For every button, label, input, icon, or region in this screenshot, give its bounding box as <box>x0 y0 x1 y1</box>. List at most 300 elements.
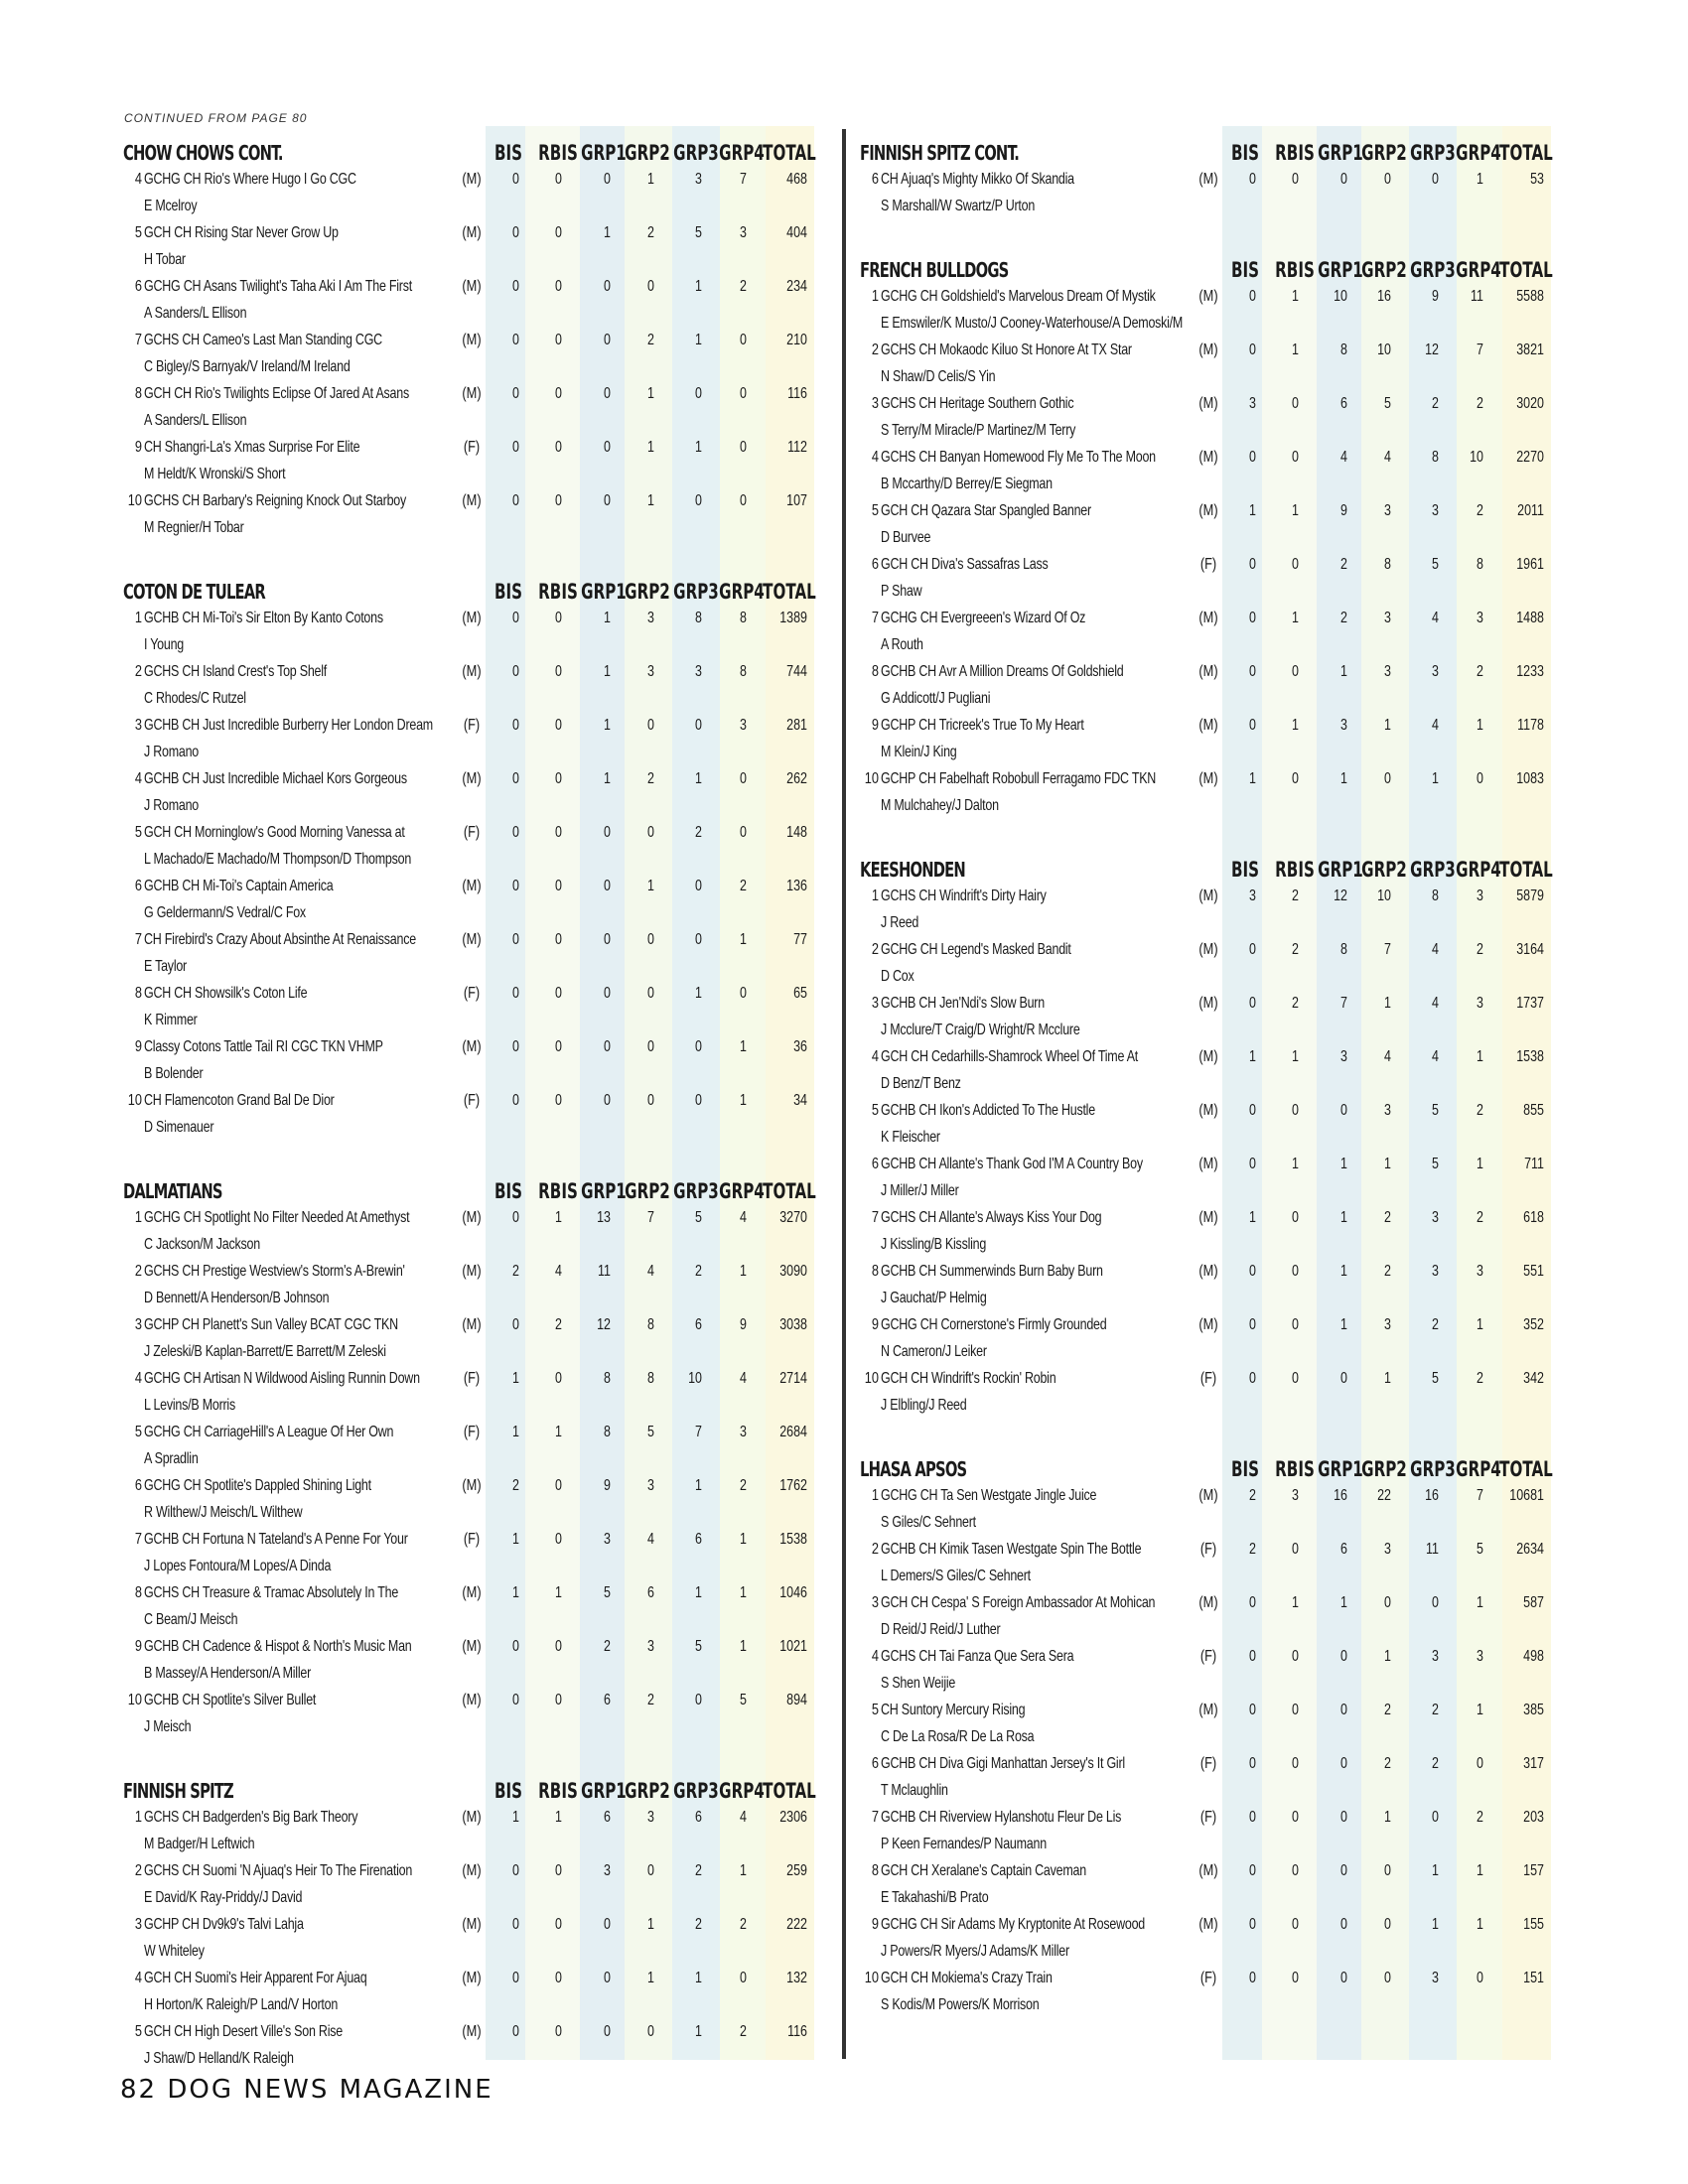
ranking-row <box>122 171 814 224</box>
value-grp3: 1 <box>695 439 702 456</box>
rank-number: 1 <box>134 610 142 626</box>
value-grp1: 0 <box>604 1092 611 1109</box>
ranking-row <box>859 556 1551 610</box>
value-grp1: 0 <box>1340 1370 1347 1387</box>
value-grp1: 13 <box>597 1209 611 1226</box>
dog-name: GCHG CH Cornerstone's Firmly Grounded <box>881 1316 1107 1333</box>
ranking-row <box>122 1424 814 1477</box>
value-grp2: 2 <box>1384 1209 1391 1226</box>
value-grp4: 0 <box>1477 1970 1483 1986</box>
value-grp1: 11 <box>598 1263 611 1280</box>
rank-number: 10 <box>864 1370 879 1387</box>
value-grp1: 0 <box>1340 1862 1347 1879</box>
value-grp3: 0 <box>695 717 702 734</box>
rank-number: 4 <box>871 449 879 466</box>
owner-names: K Fleischer <box>881 1129 940 1146</box>
column-header-grp1: GRP1 <box>581 141 627 165</box>
ranking-row <box>859 610 1551 663</box>
value-bis: 3 <box>1249 887 1256 904</box>
value-grp2: 0 <box>1384 1916 1391 1933</box>
dog-sex: (M) <box>462 224 482 241</box>
dog-name: GCHP CH Fabelhaft Robobull Ferragamo FDC TKN <box>881 770 1157 787</box>
dog-name: GCHS CH Windrift's Dirty Hairy <box>881 887 1047 904</box>
column-header-rbis: RBIS <box>1275 858 1315 882</box>
value-grp2: 3 <box>647 610 654 626</box>
value-grp3: 2 <box>1432 1702 1439 1718</box>
value-grp1: 0 <box>1340 1970 1347 1986</box>
ranking-row <box>859 1862 1551 1916</box>
rank-number: 8 <box>134 1584 142 1601</box>
dog-name: GCHB CH Mi-Toi's Captain America <box>144 878 334 894</box>
rank-number: 4 <box>871 1048 879 1065</box>
value-grp4: 5 <box>1477 1541 1483 1558</box>
value-bis: 0 <box>512 610 519 626</box>
value-grp4: 0 <box>740 492 747 509</box>
value-grp3: 1 <box>695 985 702 1002</box>
value-grp1: 8 <box>604 1424 611 1440</box>
dog-sex: (M) <box>462 1209 482 1226</box>
value-grp3: 5 <box>1432 1370 1439 1387</box>
breed-section <box>122 1179 814 1745</box>
dog-name: CH Ajuaq's Mighty Mikko Of Skandia <box>881 171 1074 188</box>
value-grp1: 0 <box>1340 1916 1347 1933</box>
page-footer: 82 DOG NEWS MAGAZINE <box>120 2075 493 2105</box>
value-grp1: 2 <box>1340 610 1347 626</box>
value-grp3: 2 <box>695 1916 702 1933</box>
rank-number: 7 <box>871 610 879 626</box>
value-grp3: 6 <box>695 1531 702 1548</box>
value-grp4: 7 <box>740 171 747 188</box>
value-total: 157 <box>1523 1862 1544 1879</box>
value-grp3: 2 <box>1432 395 1439 412</box>
ranking-row <box>859 663 1551 717</box>
value-grp2: 1 <box>1384 1648 1391 1665</box>
value-total: 116 <box>787 2023 807 2040</box>
section-gap <box>859 824 1551 858</box>
value-total: 234 <box>786 278 807 295</box>
value-grp2: 0 <box>1384 171 1391 188</box>
value-grp4: 8 <box>740 663 747 680</box>
value-grp3: 0 <box>695 931 702 948</box>
value-bis: 0 <box>512 385 519 402</box>
value-total: 116 <box>787 385 807 402</box>
breed-header <box>859 1457 1551 1487</box>
column-header-grp3: GRP3 <box>1410 141 1456 165</box>
dog-sex: (M) <box>1198 1102 1218 1119</box>
dog-name: GCHB CH Diva Gigi Manhattan Jersey's It Girl <box>881 1755 1125 1772</box>
value-grp1: 6 <box>1340 395 1347 412</box>
value-total: 711 <box>1524 1156 1544 1172</box>
ranking-row <box>122 717 814 770</box>
dog-name: GCHB CH Mi-Toi's Sir Elton By Kanto Cotons <box>144 610 383 626</box>
dog-sex: (M) <box>462 1638 482 1655</box>
value-grp3: 5 <box>1432 556 1439 573</box>
value-grp4: 0 <box>740 770 747 787</box>
owner-names: C Rhodes/C Rutzel <box>144 690 246 707</box>
value-bis: 0 <box>512 332 519 348</box>
owner-names: J Elbling/J Reed <box>881 1397 967 1414</box>
ranking-row <box>122 1316 814 1370</box>
ranking-row <box>122 224 814 278</box>
owner-names: J Mcclure/T Craig/D Wright/R Mcclure <box>881 1022 1080 1038</box>
value-grp2: 3 <box>647 663 654 680</box>
value-grp3: 12 <box>1425 341 1439 358</box>
value-rbis: 1 <box>1292 288 1299 305</box>
column-header-total: TOTAL <box>763 1779 816 1803</box>
dog-sex: (F) <box>463 1092 481 1109</box>
value-grp1: 3 <box>604 1531 611 1548</box>
ranking-row <box>859 1702 1551 1755</box>
value-bis: 1 <box>1249 1048 1256 1065</box>
rank-number: 9 <box>871 717 879 734</box>
breed-header <box>859 858 1551 887</box>
value-rbis: 0 <box>1292 449 1299 466</box>
value-bis: 0 <box>1249 1916 1256 1933</box>
value-bis: 1 <box>512 1424 519 1440</box>
value-total: 2011 <box>1517 502 1544 519</box>
dog-name: GCHS CH Island Crest's Top Shelf <box>144 663 328 680</box>
value-bis: 0 <box>1249 663 1256 680</box>
ranking-row <box>859 395 1551 449</box>
value-bis: 0 <box>1249 171 1256 188</box>
owner-names: W Whiteley <box>144 1943 205 1960</box>
owner-names: H Horton/K Raleigh/P Land/V Horton <box>144 1996 339 2013</box>
value-grp2: 0 <box>647 278 654 295</box>
value-total: 262 <box>786 770 807 787</box>
owner-names: A Sanders/L Ellison <box>144 305 247 322</box>
column-header-total: TOTAL <box>1499 858 1553 882</box>
value-total: 1178 <box>1517 717 1544 734</box>
value-bis: 1 <box>512 1809 519 1826</box>
dog-sex: (F) <box>1199 1755 1217 1772</box>
value-bis: 0 <box>512 985 519 1002</box>
value-grp4: 1 <box>1477 1702 1483 1718</box>
value-grp2: 2 <box>1384 1755 1391 1772</box>
breed-section <box>122 141 814 546</box>
value-bis: 1 <box>1249 1209 1256 1226</box>
dog-sex: (M) <box>462 610 482 626</box>
dog-sex: (M) <box>1198 171 1218 188</box>
value-rbis: 0 <box>1292 1809 1299 1826</box>
value-grp3: 8 <box>1432 887 1439 904</box>
value-grp3: 10 <box>688 1370 702 1387</box>
ranking-row <box>122 1809 814 1862</box>
rank-number: 9 <box>134 1638 142 1655</box>
value-grp3: 3 <box>695 171 702 188</box>
dog-name: Classy Cotons Tattle Tail RI CGC TKN VHMP <box>144 1038 383 1055</box>
owner-names: C De La Rosa/R De La Rosa <box>881 1728 1035 1745</box>
ranking-row <box>122 1916 814 1970</box>
value-bis: 0 <box>1249 1102 1256 1119</box>
rank-number: 9 <box>871 1916 879 1933</box>
value-total: 77 <box>793 931 807 948</box>
value-grp3: 4 <box>1432 1048 1439 1065</box>
owner-names: L Machado/E Machado/M Thompson/D Thompson <box>144 851 412 868</box>
value-bis: 0 <box>1249 1156 1256 1172</box>
rank-number: 6 <box>871 1755 879 1772</box>
owner-names: D Simenauer <box>144 1119 214 1136</box>
breed-title: LHASA APSOS <box>860 1457 967 1481</box>
value-bis: 0 <box>1249 341 1256 358</box>
value-grp1: 0 <box>604 1970 611 1986</box>
value-bis: 0 <box>512 931 519 948</box>
ranking-row <box>859 1916 1551 1970</box>
column-header-grp3: GRP3 <box>673 1779 719 1803</box>
value-total: 468 <box>786 171 807 188</box>
dog-name: GCHS CH Barbary's Reigning Knock Out Starboy <box>144 492 406 509</box>
value-bis: 0 <box>512 492 519 509</box>
dog-name: CH Firebird's Crazy About Absinthe At Renaissance <box>144 931 416 948</box>
value-total: 281 <box>786 717 807 734</box>
dog-sex: (M) <box>1198 1316 1218 1333</box>
value-bis: 2 <box>1249 1487 1256 1504</box>
value-grp2: 0 <box>1384 1862 1391 1879</box>
value-grp3: 8 <box>1432 449 1439 466</box>
value-grp1: 1 <box>1340 1316 1347 1333</box>
column-header-rbis: RBIS <box>538 1179 578 1203</box>
rank-number: 8 <box>871 1263 879 1280</box>
value-bis: 0 <box>1249 1862 1256 1879</box>
column-header-bis: BIS <box>493 580 523 604</box>
ranking-row <box>122 278 814 332</box>
dog-name: GCHG CH Artisan N Wildwood Aisling Runnin Down <box>144 1370 420 1387</box>
ranking-row <box>122 1038 814 1092</box>
owner-names: N Cameron/J Leiker <box>881 1343 987 1360</box>
value-rbis: 2 <box>555 1316 562 1333</box>
value-grp1: 0 <box>604 171 611 188</box>
value-grp2: 3 <box>647 1638 654 1655</box>
continued-note: CONTINUED FROM PAGE 80 <box>124 111 308 125</box>
rank-number: 1 <box>871 887 879 904</box>
dog-name: GCH CH Diva's Sassafras Lass <box>881 556 1049 573</box>
value-total: 222 <box>786 1916 807 1933</box>
ranking-row <box>122 1584 814 1638</box>
owner-names: M Mulchahey/J Dalton <box>881 797 999 814</box>
value-grp4: 3 <box>740 717 747 734</box>
breed-header <box>859 258 1551 288</box>
value-bis: 0 <box>1249 1370 1256 1387</box>
dog-name: GCHS CH Tai Fanza Que Sera Sera <box>881 1648 1074 1665</box>
value-grp2: 1 <box>647 1970 654 1986</box>
value-bis: 0 <box>1249 449 1256 466</box>
value-grp2: 3 <box>1384 1316 1391 1333</box>
dog-name: GCHP CH Tricreek's True To My Heart <box>881 717 1084 734</box>
column-header-grp2: GRP2 <box>625 141 670 165</box>
breed-section <box>122 580 814 1146</box>
value-total: 151 <box>1523 1970 1544 1986</box>
ranking-row <box>122 332 814 385</box>
dog-name: GCH CH Cedarhills-Shamrock Wheel Of Time At <box>881 1048 1139 1065</box>
value-rbis: 0 <box>1292 663 1299 680</box>
value-bis: 0 <box>512 1692 519 1708</box>
dog-sex: (M) <box>1198 395 1218 412</box>
column-header-rbis: RBIS <box>538 580 578 604</box>
value-grp4: 1 <box>1477 1048 1483 1065</box>
ranking-row <box>122 770 814 824</box>
value-total: 10681 <box>1509 1487 1544 1504</box>
value-total: 1021 <box>779 1638 807 1655</box>
column-header-grp4: GRP4 <box>719 1779 765 1803</box>
value-grp1: 12 <box>1334 887 1347 904</box>
column-header-total: TOTAL <box>763 580 816 604</box>
dog-name: GCHB CH Allante's Thank God I'M A Country Boy <box>881 1156 1143 1172</box>
column-header-grp3: GRP3 <box>673 141 719 165</box>
column-header-bis: BIS <box>1230 858 1260 882</box>
column-header-grp1: GRP1 <box>581 1179 627 1203</box>
value-grp1: 1 <box>604 663 611 680</box>
rank-number: 1 <box>134 1209 142 1226</box>
column-header-grp4: GRP4 <box>1456 141 1501 165</box>
value-grp3: 2 <box>1432 1316 1439 1333</box>
ranking-row <box>859 717 1551 770</box>
dog-sex: (M) <box>1198 1209 1218 1226</box>
dog-sex: (M) <box>1198 717 1218 734</box>
value-grp4: 8 <box>1477 556 1483 573</box>
value-total: 1961 <box>1516 556 1544 573</box>
breed-title: KEESHONDEN <box>860 858 965 882</box>
dog-name: GCH CH Showsilk's Coton Life <box>144 985 308 1002</box>
value-grp2: 3 <box>1384 1102 1391 1119</box>
value-total: 210 <box>786 332 807 348</box>
ranking-row <box>122 439 814 492</box>
dog-sex: (M) <box>462 1970 482 1986</box>
dog-name: GCHS CH Allante's Always Kiss Your Dog <box>881 1209 1102 1226</box>
value-grp1: 5 <box>604 1584 611 1601</box>
column-header-grp2: GRP2 <box>1361 858 1407 882</box>
column-header-rbis: RBIS <box>1275 141 1315 165</box>
value-total: 618 <box>1523 1209 1544 1226</box>
value-grp4: 5 <box>740 1692 747 1708</box>
value-grp4: 3 <box>1477 887 1483 904</box>
owner-names: B Bolender <box>144 1065 204 1082</box>
value-grp3: 16 <box>1425 1487 1439 1504</box>
owner-names: G Addicott/J Pugliani <box>881 690 991 707</box>
value-grp2: 0 <box>647 985 654 1002</box>
column-header-bis: BIS <box>493 1779 523 1803</box>
value-bis: 0 <box>512 663 519 680</box>
value-grp4: 0 <box>740 332 747 348</box>
ranking-row <box>859 171 1551 224</box>
value-total: 136 <box>786 878 807 894</box>
ranking-row <box>859 941 1551 995</box>
value-grp4: 2 <box>1477 941 1483 958</box>
value-grp1: 0 <box>604 278 611 295</box>
dog-sex: (M) <box>462 492 482 509</box>
owner-names: J Gauchat/P Helmig <box>881 1290 987 1306</box>
value-grp3: 4 <box>1432 717 1439 734</box>
rank-number: 6 <box>871 556 879 573</box>
ranking-row <box>859 502 1551 556</box>
column-header-grp2: GRP2 <box>625 1179 670 1203</box>
value-rbis: 0 <box>555 171 562 188</box>
dog-name: GCHS CH Badgerden's Big Bark Theory <box>144 1809 358 1826</box>
value-rbis: 1 <box>1292 1048 1299 1065</box>
owner-names: J Zeleski/B Kaplan-Barrett/E Barrett/M Zeleski <box>144 1343 386 1360</box>
value-grp4: 1 <box>740 1092 747 1109</box>
value-grp4: 2 <box>740 1477 747 1494</box>
dog-name: GCH CH Rio's Twilights Eclipse Of Jared At Asans <box>144 385 409 402</box>
value-grp3: 3 <box>1432 1209 1439 1226</box>
ranking-row <box>122 1638 814 1692</box>
ranking-row <box>122 1209 814 1263</box>
value-total: 5588 <box>1516 288 1544 305</box>
value-total: 352 <box>1523 1316 1544 1333</box>
value-total: 132 <box>786 1970 807 1986</box>
value-grp4: 1 <box>1477 1594 1483 1611</box>
value-bis: 1 <box>512 1370 519 1387</box>
column-divider <box>842 129 846 2059</box>
owner-names: D Reid/J Reid/J Luther <box>881 1621 1001 1638</box>
value-grp3: 1 <box>1432 770 1439 787</box>
owner-names: S Shen Weijie <box>881 1675 956 1692</box>
value-grp3: 8 <box>695 610 702 626</box>
value-grp1: 3 <box>604 1862 611 1879</box>
value-total: 203 <box>1523 1809 1544 1826</box>
value-grp1: 0 <box>604 878 611 894</box>
column-header-grp1: GRP1 <box>581 580 627 604</box>
value-rbis: 0 <box>1292 770 1299 787</box>
value-grp1: 1 <box>604 224 611 241</box>
value-grp2: 10 <box>1377 341 1391 358</box>
value-total: 2634 <box>1516 1541 1544 1558</box>
owner-names: D Bennett/A Henderson/B Johnson <box>144 1290 330 1306</box>
value-grp4: 2 <box>740 2023 747 2040</box>
value-bis: 3 <box>1249 395 1256 412</box>
value-grp3: 5 <box>695 1638 702 1655</box>
value-grp4: 1 <box>740 1638 747 1655</box>
value-rbis: 0 <box>555 610 562 626</box>
rank-number: 2 <box>871 1541 879 1558</box>
dog-sex: (M) <box>1198 1487 1218 1504</box>
rank-number: 1 <box>871 1487 879 1504</box>
value-total: 53 <box>1530 171 1544 188</box>
column-header-grp3: GRP3 <box>673 580 719 604</box>
value-grp4: 4 <box>740 1370 747 1387</box>
value-rbis: 0 <box>555 931 562 948</box>
value-rbis: 0 <box>555 985 562 1002</box>
owner-names: R Wilthew/J Meisch/L Wilthew <box>144 1504 303 1521</box>
value-grp4: 2 <box>1477 1370 1483 1387</box>
dog-name: GCHG CH Ta Sen Westgate Jingle Juice <box>881 1487 1097 1504</box>
rank-number: 9 <box>134 439 142 456</box>
value-grp1: 1 <box>1340 770 1347 787</box>
value-rbis: 0 <box>1292 1263 1299 1280</box>
value-grp4: 1 <box>740 1862 747 1879</box>
value-total: 894 <box>786 1692 807 1708</box>
value-grp2: 2 <box>647 770 654 787</box>
value-rbis: 0 <box>555 224 562 241</box>
value-grp4: 2 <box>1477 1809 1483 1826</box>
value-grp1: 8 <box>604 1370 611 1387</box>
value-grp4: 0 <box>1477 1755 1483 1772</box>
dog-sex: (M) <box>1198 1594 1218 1611</box>
value-rbis: 0 <box>555 1092 562 1109</box>
value-bis: 0 <box>1249 1263 1256 1280</box>
value-bis: 0 <box>1249 941 1256 958</box>
value-grp1: 0 <box>1340 171 1347 188</box>
dog-name: GCHG CH CarriageHill's A League Of Her Own <box>144 1424 394 1440</box>
dog-sex: (M) <box>462 1477 482 1494</box>
breed-title: CHOW CHOWS CONT. <box>123 141 283 165</box>
value-grp1: 7 <box>1340 995 1347 1012</box>
value-grp3: 0 <box>695 385 702 402</box>
value-rbis: 0 <box>1292 1370 1299 1387</box>
rank-number: 3 <box>871 395 879 412</box>
rank-number: 6 <box>134 878 142 894</box>
owner-names: N Shaw/D Celis/S Yin <box>881 368 996 385</box>
dog-name: CH Suntory Mercury Rising <box>881 1702 1026 1718</box>
dog-name: GCHP CH Dv9k9's Talvi Lahja <box>144 1916 304 1933</box>
